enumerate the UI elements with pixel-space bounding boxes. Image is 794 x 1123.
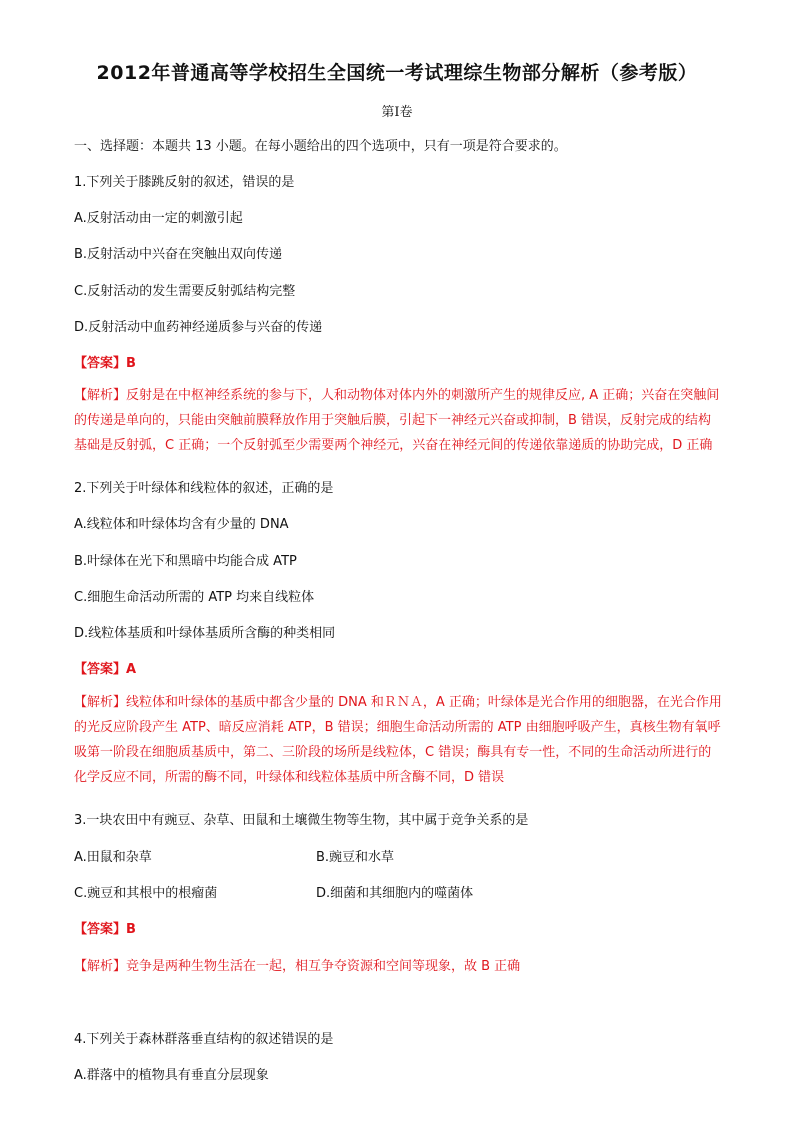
page-title: 2012年普通高等学校招生全国统一考试理综生物部分解析（参考版） (96, 62, 698, 84)
question-1-option-c: C.反射活动的发生需要反射弧结构完整 (74, 284, 296, 299)
question-1-option-b: B.反射活动中兴奋在突触出双向传递 (74, 247, 283, 262)
analysis-line: 的传递是单向的，只能由突触前膜释放作用于突触后膜，引起下一神经元兴奋或抑制，B 错误，反射完成的结构 (74, 413, 712, 428)
analysis-line: 吸第一阶段在细胞质基质中，第二、三阶段的场所是线粒体，C 错误；酶具有专一性，不同的生命活动所进行的 (74, 745, 712, 760)
analysis-line: 化学反应不同，所需的酶不同，叶绿体和线粒体基质中所含酶不同，D 错误 (74, 770, 505, 785)
question-3-option-c: C.豌豆和其根中的根瘤菌 (74, 886, 218, 901)
question-2-option-d: D.线粒体基质和叶绿体基质所含酶的种类相同 (74, 626, 336, 641)
analysis-line: 基础是反射弧，C 正确；一个反射弧至少需要两个神经元，兴奋在神经元间的传递依靠递质的协助完成，D 正确 (74, 438, 713, 453)
question-2-option-a: A.线粒体和叶绿体均含有少量的 DNA (74, 517, 289, 532)
question-2-stem: 2.下列关于叶绿体和线粒体的叙述，正确的是 (74, 481, 334, 496)
analysis-line: 的光反应阶段产生 ATP、暗反应消耗 ATP，B 错误；细胞生命活动所需的 ATP 由细胞呼吸产生，真核生物有氧呼 (74, 720, 721, 735)
question-1-option-a: A.反射活动由一定的刺激引起 (74, 211, 243, 226)
section-intro: 一、选择题：本题共 13 小题。在每小题给出的四个选项中，只有一项是符合要求的。 (74, 139, 567, 154)
question-2-option-c: C.细胞生命活动所需的 ATP 均来自线粒体 (74, 590, 315, 605)
question-1-stem: 1.下列关于膝跳反射的叙述，错误的是 (74, 175, 295, 190)
question-2-option-b: B.叶绿体在光下和黑暗中均能合成 ATP (74, 554, 297, 569)
question-3-option-b: B.豌豆和水草 (316, 850, 395, 865)
question-4-option-a: A.群落中的植物具有垂直分层现象 (74, 1068, 269, 1083)
question-2-answer: 【答案】A (74, 662, 137, 677)
question-1-option-d: D.反射活动中血药神经递质参与兴奋的传递 (74, 320, 323, 335)
question-1-answer: 【答案】B (74, 356, 136, 371)
question-1-analysis (74, 383, 760, 458)
analysis-line: 【解析】反射是在中枢神经系统的参与下，人和动物体对体内外的刺激所产生的规律反应, A 正确；兴奋在突触间 (74, 388, 720, 403)
analysis-line: 【解析】线粒体和叶绿体的基质中都含少量的 DNA 和ＲＮＡ，A 正确；叶绿体是光合作用的细胞器，在光合作用 (74, 695, 722, 710)
question-3-stem: 3.一块农田中有豌豆、杂草、田鼠和土壤微生物等生物，其中属于竞争关系的是 (74, 813, 529, 828)
question-3-option-a: A.田鼠和杂草 (74, 850, 152, 865)
question-3-answer: 【答案】B (74, 922, 136, 937)
question-4-stem: 4.下列关于森林群落垂直结构的叙述错误的是 (74, 1032, 334, 1047)
question-3-option-d: D.细菌和其细胞内的噬菌体 (316, 886, 474, 901)
question-2-analysis (74, 690, 760, 790)
question-3-analysis: 【解析】竞争是两种生物生活在一起，相互争夺资源和空间等现象，故 B 正确 (74, 959, 521, 974)
page-subtitle: 第Ⅰ卷 (381, 105, 413, 120)
